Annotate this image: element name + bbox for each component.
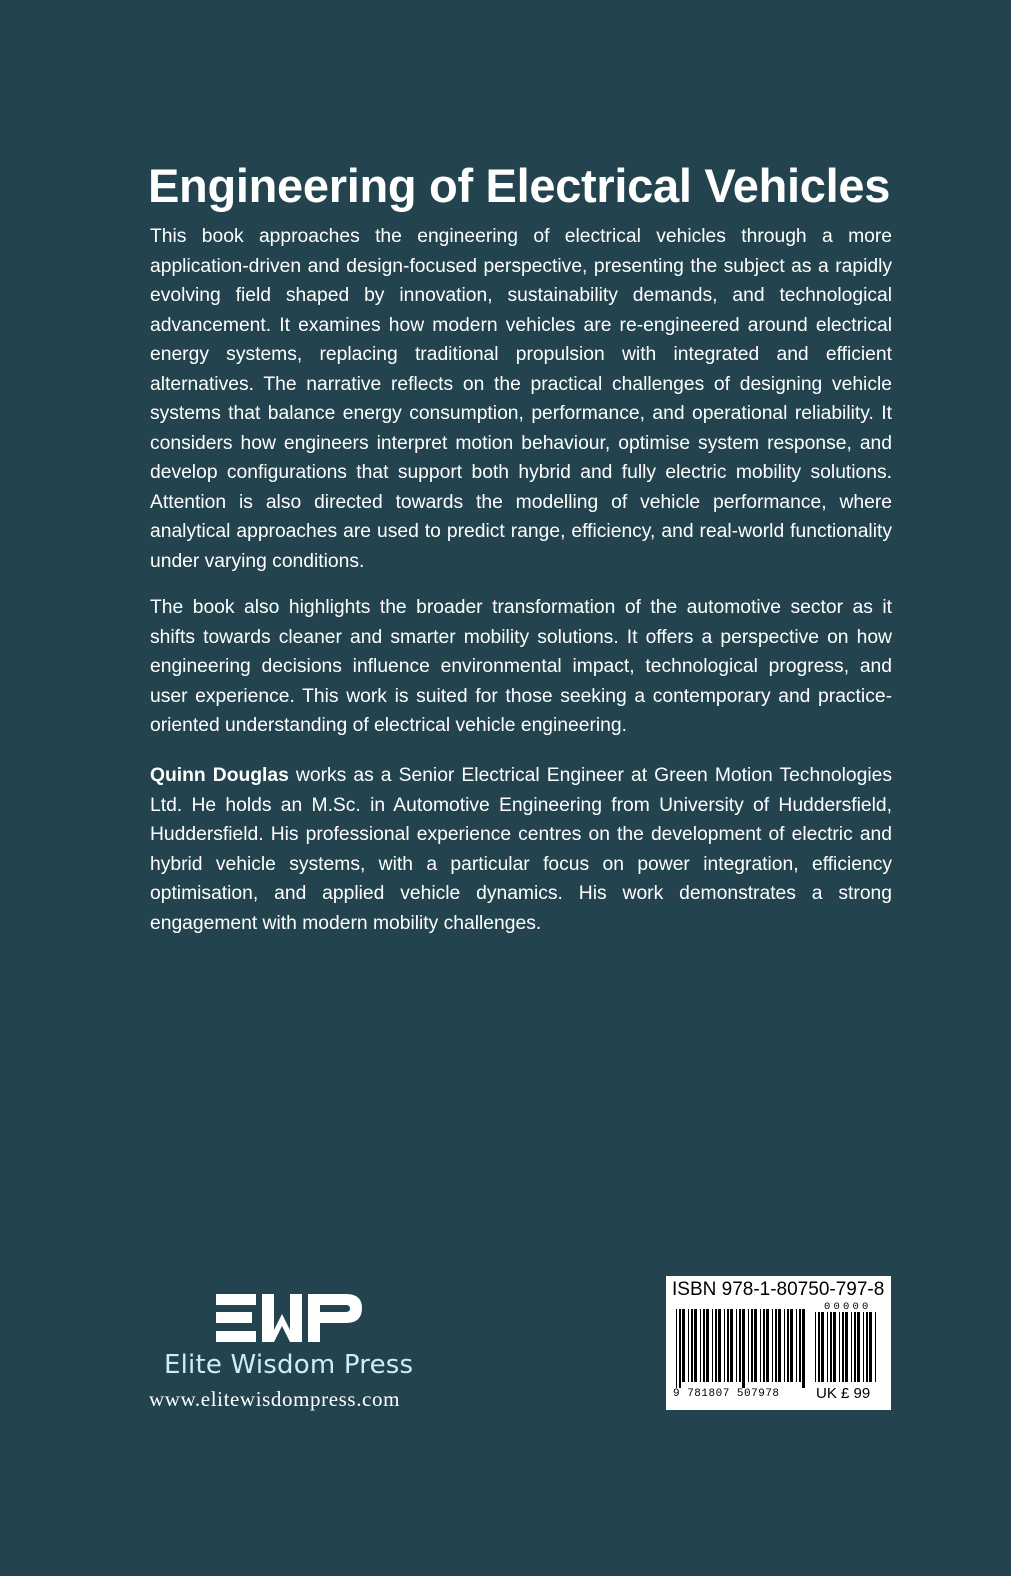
- author-bio-paragraph: [150, 761, 892, 938]
- barcode-bar: [821, 1312, 824, 1382]
- isbn-barcode: [666, 1276, 891, 1410]
- author-name: Quinn Douglas: [150, 765, 289, 786]
- barcode-bar: [742, 1309, 745, 1388]
- barcode-bar: [712, 1309, 713, 1382]
- barcode-bar: [854, 1312, 856, 1382]
- publisher-url: www.elitewisdompress.com: [149, 1387, 400, 1411]
- addon-digits: 00000: [824, 1301, 872, 1313]
- barcode-bar: [875, 1312, 876, 1382]
- barcode-bar: [790, 1309, 793, 1382]
- barcode-bar: [869, 1312, 872, 1382]
- book-title: Engineering of Electrical Vehicles: [148, 159, 891, 212]
- publisher-logo: [148, 1292, 433, 1344]
- barcode-bar: [736, 1309, 737, 1382]
- barcode-bar: [857, 1312, 860, 1382]
- barcode-bar: [748, 1309, 749, 1382]
- barcode-bar: [842, 1312, 844, 1382]
- barcode-bar: [688, 1309, 689, 1382]
- description-paragraph-2: The book also highlights the broader transformation of the automotive sector as it shifts towards cleaner and smarter mobility solutions. It offers a perspective on how engineering decisions influence environmental impact, technological progress, and user experience. This work is suited for those seeking a contemporary and practice-oriented understanding of electrical vehicle engineering.: [150, 597, 892, 736]
- barcode-bar: [727, 1309, 729, 1382]
- barcode-bar: [679, 1309, 681, 1388]
- barcode-bar: [676, 1309, 677, 1388]
- publisher-name: Elite Wisdom Press: [164, 1350, 414, 1380]
- barcode-bar: [751, 1309, 753, 1382]
- barcode-bar: [715, 1309, 717, 1382]
- barcode-bar: [863, 1312, 864, 1382]
- ewp-logo-mark: [216, 1292, 364, 1344]
- barcode-bar: [760, 1309, 761, 1382]
- barcode-bar: [784, 1309, 785, 1382]
- barcode-bar: [739, 1309, 741, 1382]
- barcode-bar: [778, 1309, 781, 1382]
- barcode-bar: [830, 1312, 832, 1382]
- barcode-bar: [845, 1312, 848, 1382]
- barcode-bar: [818, 1312, 820, 1382]
- barcode-bar: [706, 1309, 709, 1382]
- barcode-bar: [772, 1309, 773, 1382]
- barcode-bar: [766, 1309, 769, 1382]
- barcode-bar: [866, 1312, 868, 1382]
- barcode-bar: [694, 1309, 697, 1382]
- barcode-bar: [839, 1312, 840, 1382]
- barcode-bar: [730, 1309, 733, 1382]
- barcode-bar: [851, 1312, 852, 1382]
- isbn-label: ISBN 978-1-80750-797-8: [672, 1279, 885, 1300]
- barcode-bar: [763, 1309, 765, 1382]
- barcode-bar: [754, 1309, 757, 1382]
- author-bio-text: works as a Senior Electrical Engineer at Green Motion Technologies Ltd. He holds an M.Sc. in Automotive Engineering from University of Huddersfield, Huddersfield. His professional experience centres on the development of electric and hybrid vehicle systems, with a particular focus on power integration, efficiency optimisation, and applied vehicle dynamics. His work demonstrates a strong engagement with modern mobility challenges.: [150, 765, 892, 934]
- barcode-bar: [718, 1309, 721, 1382]
- barcode-bar: [799, 1309, 801, 1382]
- barcode-bar: [682, 1309, 685, 1382]
- price-label: UK £ 99: [816, 1385, 871, 1402]
- barcode-bar: [775, 1309, 777, 1382]
- barcode-bar: [787, 1309, 789, 1382]
- barcode-bar: [815, 1312, 816, 1382]
- ean-digits: 9 781807 507978: [673, 1388, 780, 1400]
- barcode-bar: [802, 1309, 805, 1388]
- barcode-bar: [796, 1309, 797, 1382]
- barcode-bar: [827, 1312, 828, 1382]
- barcode-bar: [691, 1309, 693, 1382]
- description-paragraph-1: This book approaches the engineering of electrical vehicles through a more application-driven and design-focused perspective, presenting the subject as a rapidly evolving field shaped by innovation, sustainability demands, and technological advancement. It examines how modern vehicles are re-engineered around electrical energy systems, replacing traditional propulsion with integrated and efficient alternatives. The narrative reflects on the practical challenges of designing vehicle systems that balance energy consumption, performance, and operational reliability. It considers how engineers interpret motion behaviour, optimise system response, and develop configurations that support both hybrid and fully electric mobility solutions. Attention is also directed towards the modelling of vehicle performance, where analytical approaches are used to predict range, efficiency, and real-world functionality under varying conditions.: [150, 226, 892, 572]
- barcode-bar: [700, 1309, 701, 1382]
- barcode-bar: [833, 1312, 836, 1382]
- barcode-bar: [703, 1309, 705, 1382]
- barcode-bar: [724, 1309, 725, 1382]
